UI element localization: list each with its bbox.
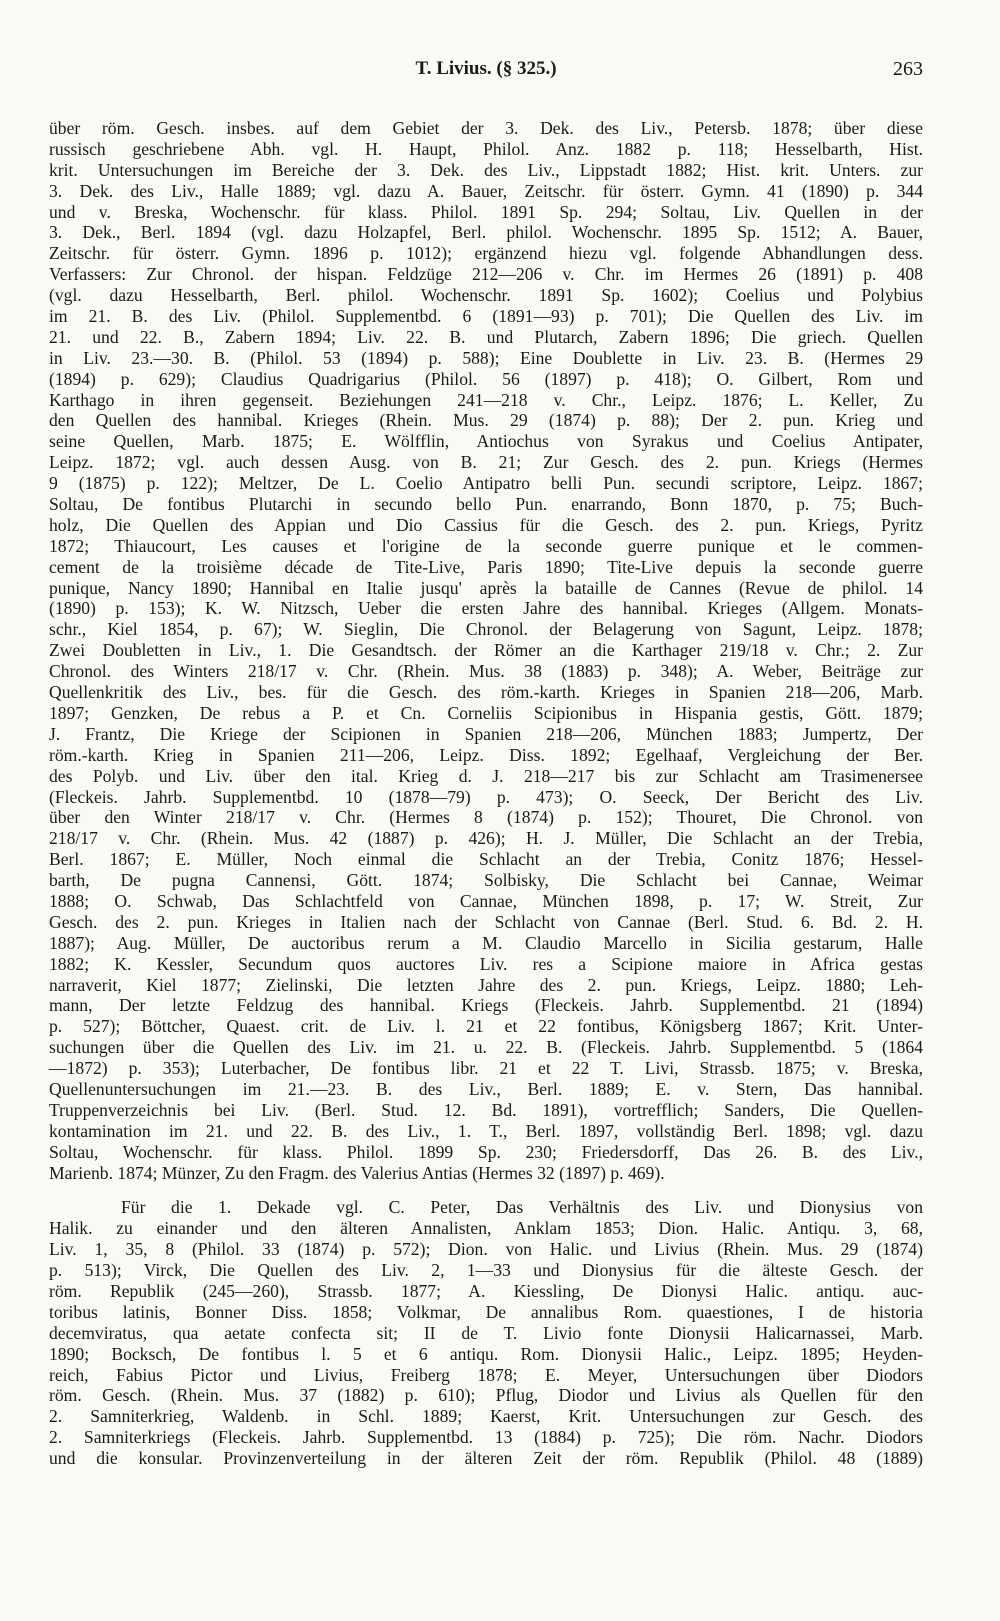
text-line: Soltau, Wochenschr. für klass. Philol. 1899 Sp. 230; Friedersdorff, Das 26. B. des Liv.,: [49, 1141, 923, 1162]
text-line: Truppenverzeichnis bei Liv. (Berl. Stud. 12. Bd. 1891), vortrefflich; Sanders, Die Quellen-: [49, 1099, 923, 1120]
text-line: decemviratus, qua aetate confecta sit; II de T. Livio fonte Dionysii Halicarnassei, Marb.: [49, 1322, 923, 1343]
text-line: Zwei Doubletten in Liv., 1. Die Gesandtsch. der Römer an die Karthager 219/18 v. Chr.; 2. Zur: [49, 640, 923, 661]
text-line: toribus latinis, Bonner Diss. 1858; Volkmar, De annalibus Rom. quaestiones, I de historia: [49, 1301, 923, 1322]
text-line: über röm. Gesch. insbes. auf dem Gebiet der 3. Dek. des Liv., Petersb. 1878; über diese: [49, 118, 923, 138]
text-line: 1888; O. Schwab, Das Schlachtfeld von Cannae, München 1898, p. 17; W. Streit, Zur: [49, 890, 923, 911]
text-line: 3. Dek., Berl. 1894 (vgl. dazu Holzapfel, Berl. philol. Wochenschr. 1895 Sp. 1512; A. Bauer,: [49, 222, 923, 243]
text-line: holz, Die Quellen des Appian und Dio Cassius für die Gesch. des 2. pun. Kriegs, Pyritz: [49, 514, 923, 535]
text-line: Zeitschr. für österr. Gymn. 1896 p. 1012); ergänzend hiezu vgl. folgende Abhandlungen dess.: [49, 243, 923, 264]
text-line: p. 527); Böttcher, Quaest. crit. de Liv. l. 21 et 22 fontibus, Königsberg 1867; Krit. Unter-: [49, 1016, 923, 1037]
text-line: über den Winter 218/17 v. Chr. (Hermes 8 (1874) p. 152); Thouret, Die Chronol. von: [49, 807, 923, 828]
text-line: seine Quellen, Marb. 1875; E. Wölfflin, Antiochus von Syrakus und Coelius Antipater,: [49, 431, 923, 452]
text-line: 3. Dek. des Liv., Halle 1889; vgl. dazu A. Bauer, Zeitschr. für österr. Gymn. 41 (1890) p. 344: [49, 180, 923, 201]
text-line: röm. Republik (245—260), Strassb. 1877; A. Kiessling, De Dionysi Halic. antiqu. auc-: [49, 1280, 923, 1301]
text-line: J. Frantz, Die Kriege der Scipionen in Spanien 218—206, München 1883; Jumpertz, Der: [49, 723, 923, 744]
body-text: [49, 118, 923, 1469]
text-line: und die konsular. Provinzenverteilung in der älteren Zeit der röm. Republik (Philol. 48 (1889): [49, 1448, 923, 1469]
text-line: Berl. 1867; E. Müller, Noch einmal die Schlacht an der Trebia, Conitz 1876; Hessel-: [49, 849, 923, 870]
text-line: Soltau, De fontibus Plutarchi in secundo bello Pun. enarrando, Bonn 1870, p. 75; Buch-: [49, 494, 923, 515]
text-line: und v. Breska, Wochenschr. für klass. Philol. 1891 Sp. 294; Soltau, Liv. Quellen in der: [49, 201, 923, 222]
text-line: narraverit, Kiel 1877; Zielinski, Die letzten Jahre des 2. pun. Kriegs, Leipz. 1880; Leh-: [49, 974, 923, 995]
text-line: kontamination im 21. und 22. B. des Liv., 1. T., Berl. 1897, vollständig Berl. 1898; vgl. dazu: [49, 1120, 923, 1141]
text-line: russisch geschriebene Abh. vgl. H. Haupt, Philol. Anz. 1882 p. 118; Hesselbarth, Hist.: [49, 138, 923, 159]
text-line: (Fleckeis. Jahrb. Supplementbd. 10 (1878—79) p. 473); O. Seeck, Der Bericht des Liv.: [49, 786, 923, 807]
text-line: Liv. 1, 35, 8 (Philol. 33 (1874) p. 572); Dion. von Halic. und Livius (Rhein. Mus. 29 (1874): [49, 1239, 923, 1260]
text-line: Chronol. des Winters 218/17 v. Chr. (Rhein. Mus. 38 (1883) p. 348); A. Weber, Beiträge zur: [49, 661, 923, 682]
paragraph-1: [49, 118, 923, 1183]
text-line: Für die 1. Dekade vgl. C. Peter, Das Verhältnis des Liv. und Dionysius von: [121, 1197, 923, 1218]
text-line: 9 (1875) p. 122); Meltzer, De L. Coelio Antipatro belli Pun. secundi scriptore, Leipz. 1867;: [49, 473, 923, 494]
text-line: 21. und 22. B., Zabern 1894; Liv. 22. B. und Plutarch, Zabern 1896; Die griech. Quellen: [49, 326, 923, 347]
text-line: mann, Der letzte Feldzug des hannibal. Kriegs (Fleckeis. Jahrb. Supplementbd. 21 (1894): [49, 995, 923, 1016]
text-line: Verfassers: Zur Chronol. der hispan. Feldzüge 212—206 v. Chr. im Hermes 26 (1891) p. 408: [49, 264, 923, 285]
text-line: 1872; Thiaucourt, Les causes et l'origine de la seconde guerre punique et le commen-: [49, 535, 923, 556]
text-line: cement de la troisième décade de Tite-Live, Paris 1890; Tite-Live depuis la seconde guerre: [49, 556, 923, 577]
text-line: Quellenkritik des Liv., bes. für die Gesch. des röm.-karth. Krieges in Spanien 218—206, Marb.: [49, 682, 923, 703]
text-line: im 21. B. des Liv. (Philol. Supplementbd. 6 (1891—93) p. 701); Die Quellen des Liv. im: [49, 306, 923, 327]
text-line: —1872) p. 353); Luterbacher, De fontibus libr. 21 et 22 T. Livi, Strassb. 1875; v. Breska,: [49, 1058, 923, 1079]
text-line: Karthago in ihren gegenseit. Beziehungen 241—218 v. Chr., Leipz. 1876; L. Keller, Zu: [49, 389, 923, 410]
text-line: in Liv. 23.—30. B. (Philol. 53 (1894) p. 588); Eine Doublette in Liv. 23. B. (Hermes 29: [49, 347, 923, 368]
text-line: 1882; K. Kessler, Secundum quos auctores Liv. res a Scipione maiore in Africa gestas: [49, 953, 923, 974]
text-line: 2. Samniterkrieg, Waldenb. in Schl. 1889; Kaerst, Krit. Untersuchungen zur Gesch. des: [49, 1406, 923, 1427]
text-line: 1887); Aug. Müller, De auctoribus rerum a M. Claudio Marcello in Sicilia gestarum, Halle: [49, 932, 923, 953]
text-line: 1890; Bocksch, De fontibus l. 5 et 6 antiqu. Rom. Dionysii Halic., Leipz. 1895; Heyden-: [49, 1343, 923, 1364]
text-line: röm.-karth. Krieg in Spanien 211—206, Leipz. Diss. 1892; Egelhaaf, Vergleichung der Ber.: [49, 744, 923, 765]
text-line: 218/17 v. Chr. (Rhein. Mus. 42 (1887) p. 426); H. J. Müller, Die Schlacht an der Trebia,: [49, 828, 923, 849]
text-line: suchungen über die Quellen des Liv. im 21. u. 22. B. (Fleckeis. Jahrb. Supplementbd. 5 (1864: [49, 1037, 923, 1058]
text-line: Leipz. 1872; vgl. auch dessen Ausg. von B. 21; Zur Gesch. des 2. pun. Kriegs (Hermes: [49, 452, 923, 473]
paragraph-gap: [49, 1183, 923, 1197]
text-line: barth, De pugna Cannensi, Gött. 1874; Solbisky, Die Schlacht bei Cannae, Weimar: [49, 870, 923, 891]
text-line: reich, Fabius Pictor und Livius, Freiberg 1878; E. Meyer, Untersuchungen über Diodors: [49, 1364, 923, 1385]
text-line: 2. Samniterkriegs (Fleckeis. Jahrb. Supplementbd. 13 (1884) p. 725); Die röm. Nachr. Diodors: [49, 1427, 923, 1448]
text-line: des Polyb. und Liv. über den ital. Krieg d. J. 218—217 bis zur Schlacht am Trasimenersee: [49, 765, 923, 786]
text-line: 1897; Genzken, De rebus a P. et Cn. Corneliis Scipionibus in Hispania gestis, Gött. 1879;: [49, 702, 923, 723]
text-line: p. 513); Virck, Die Quellen des Liv. 2, 1—33 und Dionysius für die älteste Gesch. der: [49, 1260, 923, 1281]
page-number: 263: [893, 58, 923, 80]
text-line: (vgl. dazu Hesselbarth, Berl. philol. Wochenschr. 1891 Sp. 1602); Coelius und Polybius: [49, 285, 923, 306]
text-line: schr., Kiel 1854, p. 67); W. Sieglin, Die Chronol. der Belagerung von Sagunt, Leipz. 1878;: [49, 619, 923, 640]
text-line: krit. Untersuchungen im Bereiche der 3. Dek. des Liv., Lippstadt 1882; Hist. krit. Unters. zur: [49, 159, 923, 180]
text-line: Halik. zu einander und den älteren Annalisten, Anklam 1853; Dion. Halic. Antiqu. 3, 68,: [49, 1218, 923, 1239]
text-line: röm. Gesch. (Rhein. Mus. 37 (1882) p. 610); Pflug, Diodor und Livius als Quellen für den: [49, 1385, 923, 1406]
text-line: Quellenuntersuchungen im 21.—23. B. des Liv., Berl. 1889; E. v. Stern, Das hannibal.: [49, 1078, 923, 1099]
text-line: den Quellen des hannibal. Krieges (Rhein. Mus. 29 (1874) p. 88); Der 2. pun. Krieg und: [49, 410, 923, 431]
running-header: [49, 58, 923, 94]
running-title: T. Livius. (§ 325.): [415, 58, 557, 79]
text-line: (1890) p. 153); K. W. Nitzsch, Ueber die ersten Jahre des hannibal. Krieges (Allgem. Monats-: [49, 598, 923, 619]
page: [49, 58, 923, 1469]
text-line: (1894) p. 629); Claudius Quadrigarius (Philol. 56 (1897) p. 418); O. Gilbert, Rom und: [49, 368, 923, 389]
text-line: Marienb. 1874; Münzer, Zu den Fragm. des Valerius Antias (Hermes 32 (1897) p. 469).: [49, 1162, 665, 1183]
text-line: Gesch. des 2. pun. Krieges in Italien nach der Schlacht von Cannae (Berl. Stud. 6. Bd. 2. H.: [49, 911, 923, 932]
text-line: punique, Nancy 1890; Hannibal en Italie jusqu' après la bataille de Cannes (Revue de philol. 14: [49, 577, 923, 598]
paragraph-2: [49, 1197, 923, 1469]
